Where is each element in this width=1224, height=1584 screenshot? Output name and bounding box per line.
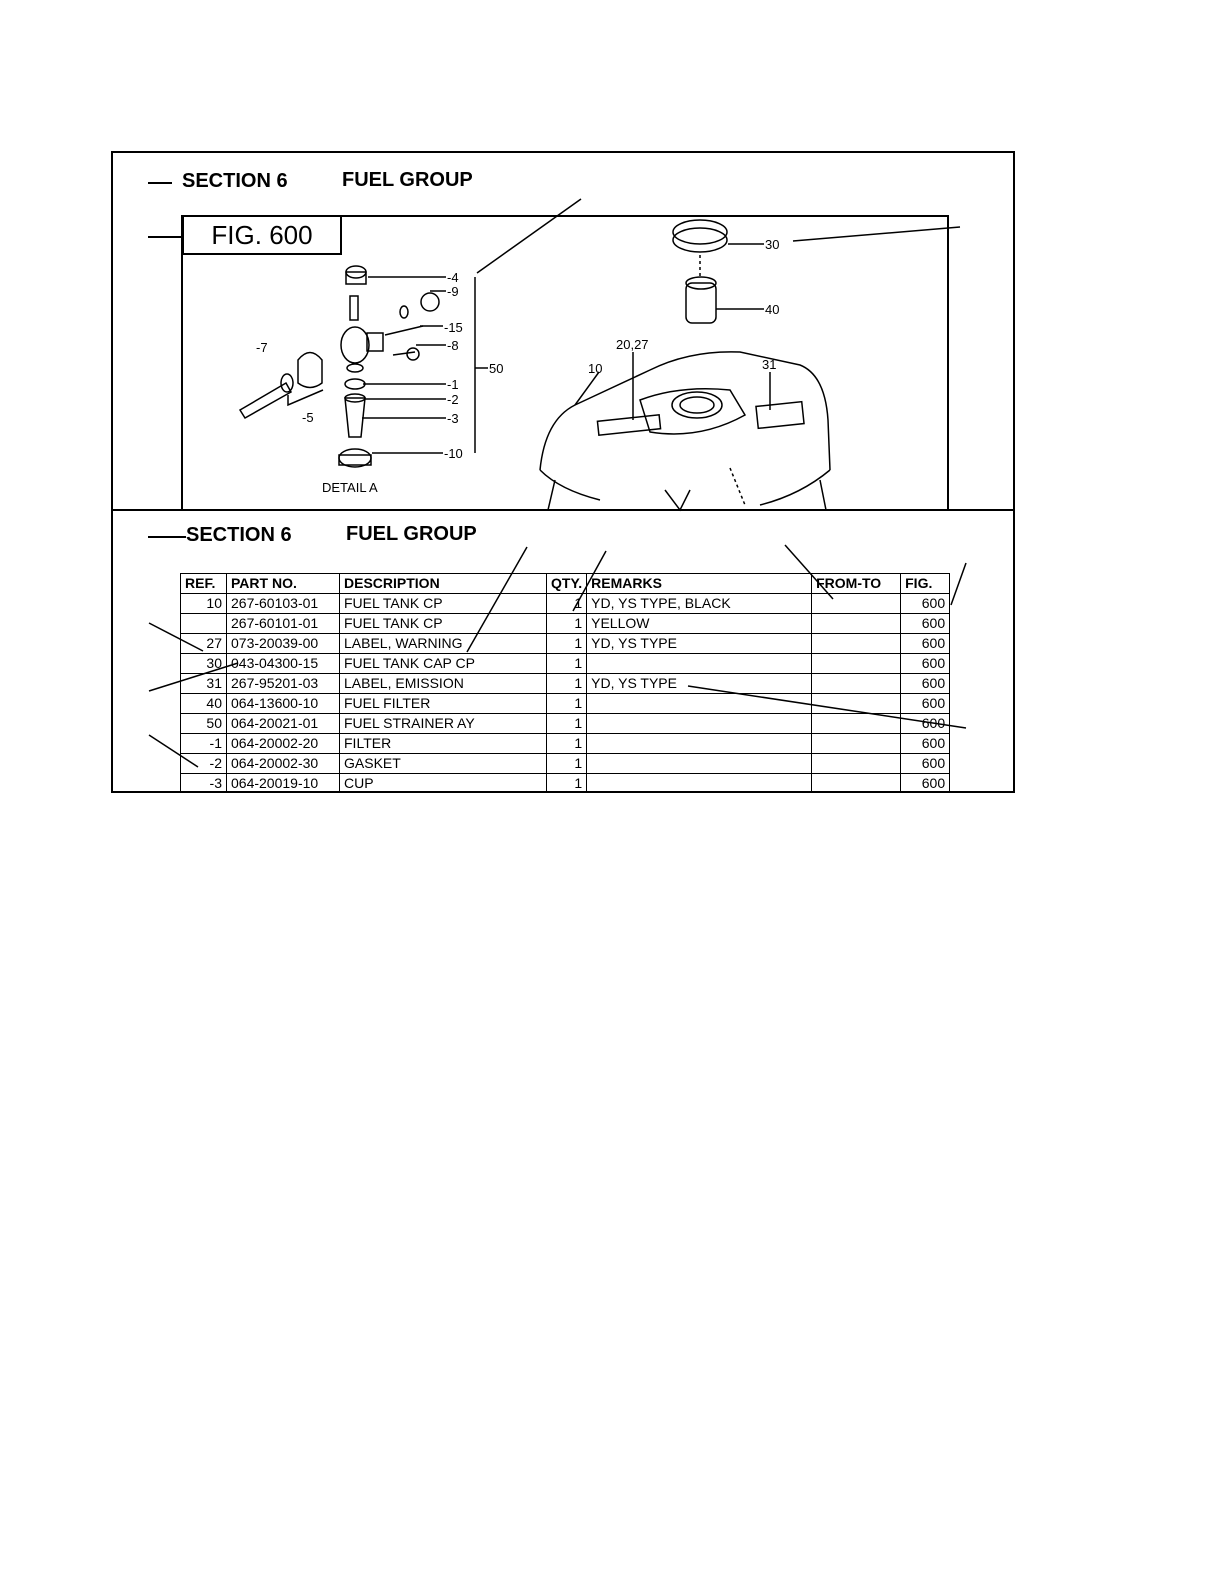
table-cell: FUEL STRAINER AY bbox=[340, 714, 547, 734]
table-cell: 064-20021-01 bbox=[227, 714, 340, 734]
table-cell: 1 bbox=[547, 714, 587, 734]
table-cell: 1 bbox=[547, 754, 587, 774]
table-cell: 40 bbox=[181, 694, 227, 714]
table-cell: 267-60101-01 bbox=[227, 614, 340, 634]
table-cell: YELLOW bbox=[587, 614, 812, 634]
table-cell: 064-20002-20 bbox=[227, 734, 340, 754]
table-clip bbox=[111, 151, 1015, 793]
callout-5: -5 bbox=[302, 410, 314, 425]
table-cell: 1 bbox=[547, 634, 587, 654]
detail-a-label: DETAIL A bbox=[322, 480, 378, 495]
table-cell bbox=[812, 754, 901, 774]
col-header-3: QTY. bbox=[547, 574, 587, 594]
table-cell bbox=[587, 714, 812, 734]
table-cell bbox=[587, 694, 812, 714]
table-cell: -1 bbox=[181, 734, 227, 754]
table-cell: CUP bbox=[340, 774, 547, 794]
table-row bbox=[181, 594, 950, 614]
table-cell bbox=[812, 614, 901, 634]
table-cell: 267-60103-01 bbox=[227, 594, 340, 614]
table-cell: 600 bbox=[901, 594, 950, 614]
table-row bbox=[181, 674, 950, 694]
callout-40: 40 bbox=[765, 302, 780, 317]
callout-8: -8 bbox=[447, 338, 459, 353]
table-cell bbox=[587, 734, 812, 754]
table-cell: 600 bbox=[901, 614, 950, 634]
table-cell: 064-20019-10 bbox=[227, 774, 340, 794]
table-cell: 1 bbox=[547, 774, 587, 794]
table-cell bbox=[812, 774, 901, 794]
table-cell: 064-20002-30 bbox=[227, 754, 340, 774]
table-cell: LABEL, WARNING bbox=[340, 634, 547, 654]
table-cell: FUEL FILTER bbox=[340, 694, 547, 714]
callout-1: -1 bbox=[447, 377, 459, 392]
table-cell: 600 bbox=[901, 634, 950, 654]
table-cell: 600 bbox=[901, 714, 950, 734]
callout-2: -2 bbox=[447, 392, 459, 407]
col-header-4: REMARKS bbox=[587, 574, 812, 594]
table-cell: 30 bbox=[181, 654, 227, 674]
col-header-2: DESCRIPTION bbox=[340, 574, 547, 594]
col-header-1: PART NO. bbox=[227, 574, 340, 594]
callout-3: -3 bbox=[447, 411, 459, 426]
callout-50: 50 bbox=[489, 361, 504, 376]
table-cell: 27 bbox=[181, 634, 227, 654]
table-cell: 064-13600-10 bbox=[227, 694, 340, 714]
parts-table bbox=[180, 573, 950, 793]
table-cell: 043-04300-15 bbox=[227, 654, 340, 674]
table-cell: 31 bbox=[181, 674, 227, 694]
table-cell bbox=[812, 734, 901, 754]
table-row bbox=[181, 614, 950, 634]
table-cell bbox=[812, 694, 901, 714]
table-cell bbox=[587, 654, 812, 674]
table-cell: 1 bbox=[547, 594, 587, 614]
table-cell: 267-95201-03 bbox=[227, 674, 340, 694]
table-row bbox=[181, 654, 950, 674]
table-cell: -3 bbox=[181, 774, 227, 794]
callout-15: -15 bbox=[444, 320, 463, 335]
callout-10-tank: 10 bbox=[588, 361, 603, 376]
table-cell bbox=[587, 774, 812, 794]
table-cell bbox=[587, 754, 812, 774]
table-cell: 600 bbox=[901, 734, 950, 754]
section-label: SECTION 6 bbox=[182, 170, 288, 192]
callout-9: -9 bbox=[447, 284, 459, 299]
table-cell bbox=[812, 654, 901, 674]
table-cell: FUEL TANK CP bbox=[340, 614, 547, 634]
fig-label-text: FIG. 600 bbox=[211, 219, 313, 250]
table-cell bbox=[812, 594, 901, 614]
table-row bbox=[181, 754, 950, 774]
table-cell: 1 bbox=[547, 674, 587, 694]
callout-10: -10 bbox=[444, 446, 463, 461]
col-header-0: REF. bbox=[181, 574, 227, 594]
col-header-6: FIG. bbox=[901, 574, 950, 594]
callout-30: 30 bbox=[765, 237, 780, 252]
table-cell: 600 bbox=[901, 674, 950, 694]
callout-20-27: 20,27 bbox=[616, 337, 649, 352]
table-body bbox=[181, 594, 950, 794]
table-cell: 073-20039-00 bbox=[227, 634, 340, 654]
table-cell bbox=[181, 614, 227, 634]
table-cell: 600 bbox=[901, 774, 950, 794]
callout-4: -4 bbox=[447, 270, 459, 285]
table-cell: 600 bbox=[901, 654, 950, 674]
table-cell: FUEL TANK CAP CP bbox=[340, 654, 547, 674]
table-cell: 1 bbox=[547, 614, 587, 634]
table-cell: 10 bbox=[181, 594, 227, 614]
table-cell: 50 bbox=[181, 714, 227, 734]
section-label-lower: SECTION 6 bbox=[186, 524, 292, 546]
table-cell bbox=[812, 714, 901, 734]
callout-7: -7 bbox=[256, 340, 268, 355]
table-row bbox=[181, 634, 950, 654]
callout-31: 31 bbox=[762, 357, 777, 372]
col-header-5: FROM-TO bbox=[812, 574, 901, 594]
table-cell: 600 bbox=[901, 694, 950, 714]
table-cell: -2 bbox=[181, 754, 227, 774]
table-cell: 1 bbox=[547, 694, 587, 714]
table-header-row bbox=[181, 574, 950, 594]
table-row bbox=[181, 774, 950, 794]
table-cell: YD, YS TYPE bbox=[587, 634, 812, 654]
group-label: FUEL GROUP bbox=[342, 169, 473, 191]
table-cell: YD, YS TYPE bbox=[587, 674, 812, 694]
table-cell: GASKET bbox=[340, 754, 547, 774]
table-cell bbox=[812, 634, 901, 654]
table-cell: 1 bbox=[547, 654, 587, 674]
table-cell: 600 bbox=[901, 754, 950, 774]
table-row bbox=[181, 694, 950, 714]
table-cell bbox=[812, 674, 901, 694]
table-cell: 1 bbox=[547, 734, 587, 754]
table-row bbox=[181, 734, 950, 754]
table-cell: YD, YS TYPE, BLACK bbox=[587, 594, 812, 614]
group-label-lower: FUEL GROUP bbox=[346, 523, 477, 545]
table-row bbox=[181, 714, 950, 734]
table-cell: FILTER bbox=[340, 734, 547, 754]
table-cell: LABEL, EMISSION bbox=[340, 674, 547, 694]
table-cell: FUEL TANK CP bbox=[340, 594, 547, 614]
